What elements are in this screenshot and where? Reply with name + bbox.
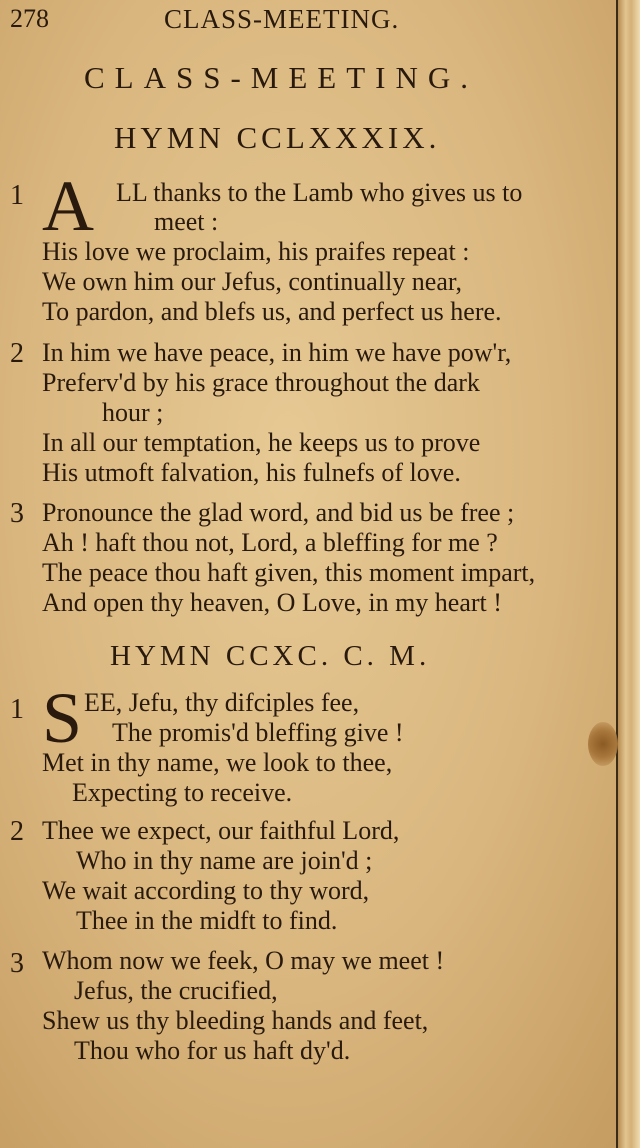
verse-line: We own him our Jefus, continually near, (42, 267, 462, 296)
verse-number: 1 (10, 180, 24, 211)
hymn-title: HYMN CCLXXXIX. (114, 120, 441, 155)
verse-line: His utmoft falvation, his fulnefs of love. (42, 458, 461, 487)
verse-line: Shew us thy bleeding hands and feet, (42, 1006, 429, 1035)
verse-number: 1 (10, 694, 24, 725)
ink-stain (588, 722, 618, 766)
verse-line: Thee in the midft to find. (76, 906, 338, 935)
hymn-title: HYMN CCXC. C. M. (110, 640, 431, 672)
verse-line: hour ; (102, 398, 164, 427)
verse-line: In him we have peace, in him we have pow'r, (42, 338, 512, 367)
verse-number: 3 (10, 948, 24, 979)
verse-number: 2 (10, 338, 24, 369)
verse-line: Thou who for us haft dy'd. (74, 1036, 351, 1065)
verse-line: meet : (154, 207, 219, 236)
drop-cap: S (42, 678, 83, 758)
verse-line: Expecting to receive. (72, 778, 293, 807)
page-edge (616, 0, 640, 1148)
verse-line: Met in thy name, we look to thee, (42, 748, 393, 777)
verse-line: Whom now we feek, O may we meet ! (42, 946, 445, 975)
verse-line: Thee we expect, our faithful Lord, (42, 816, 400, 845)
verse-line: His love we proclaim, his praifes repeat : (42, 237, 470, 266)
verse-line: To pardon, and blefs us, and perfect us here. (42, 297, 502, 326)
verse-number: 2 (10, 816, 24, 847)
verse-line: The peace thou haft given, this moment impart, (42, 558, 536, 587)
verse-line: Ah ! haft thou not, Lord, a bleffing for me ? (42, 528, 498, 557)
verse-line: In all our temptation, he keeps us to prove (42, 428, 481, 457)
running-title: CLASS-MEETING. (164, 4, 400, 34)
verse-line: EE, Jefu, thy difciples fee, (84, 688, 360, 717)
verse-line: Pronounce the glad word, and bid us be free ; (42, 498, 515, 527)
verse-line: And open thy heaven, O Love, in my heart ! (42, 588, 502, 617)
verse-line: LL thanks to the Lamb who gives us to (116, 178, 523, 207)
verse-line: Jefus, the crucified, (74, 976, 278, 1005)
verse-line: Preferv'd by his grace throughout the dark (42, 368, 480, 397)
drop-cap: A (42, 166, 94, 246)
verse-line: Who in thy name are join'd ; (76, 846, 373, 875)
verse-line: We wait according to thy word, (42, 876, 370, 905)
section-title: CLASS-MEETING. (84, 60, 479, 95)
page-number: 278 (10, 4, 49, 33)
verse-number: 3 (10, 498, 24, 529)
verse-line: The promis'd bleffing give ! (112, 718, 404, 747)
